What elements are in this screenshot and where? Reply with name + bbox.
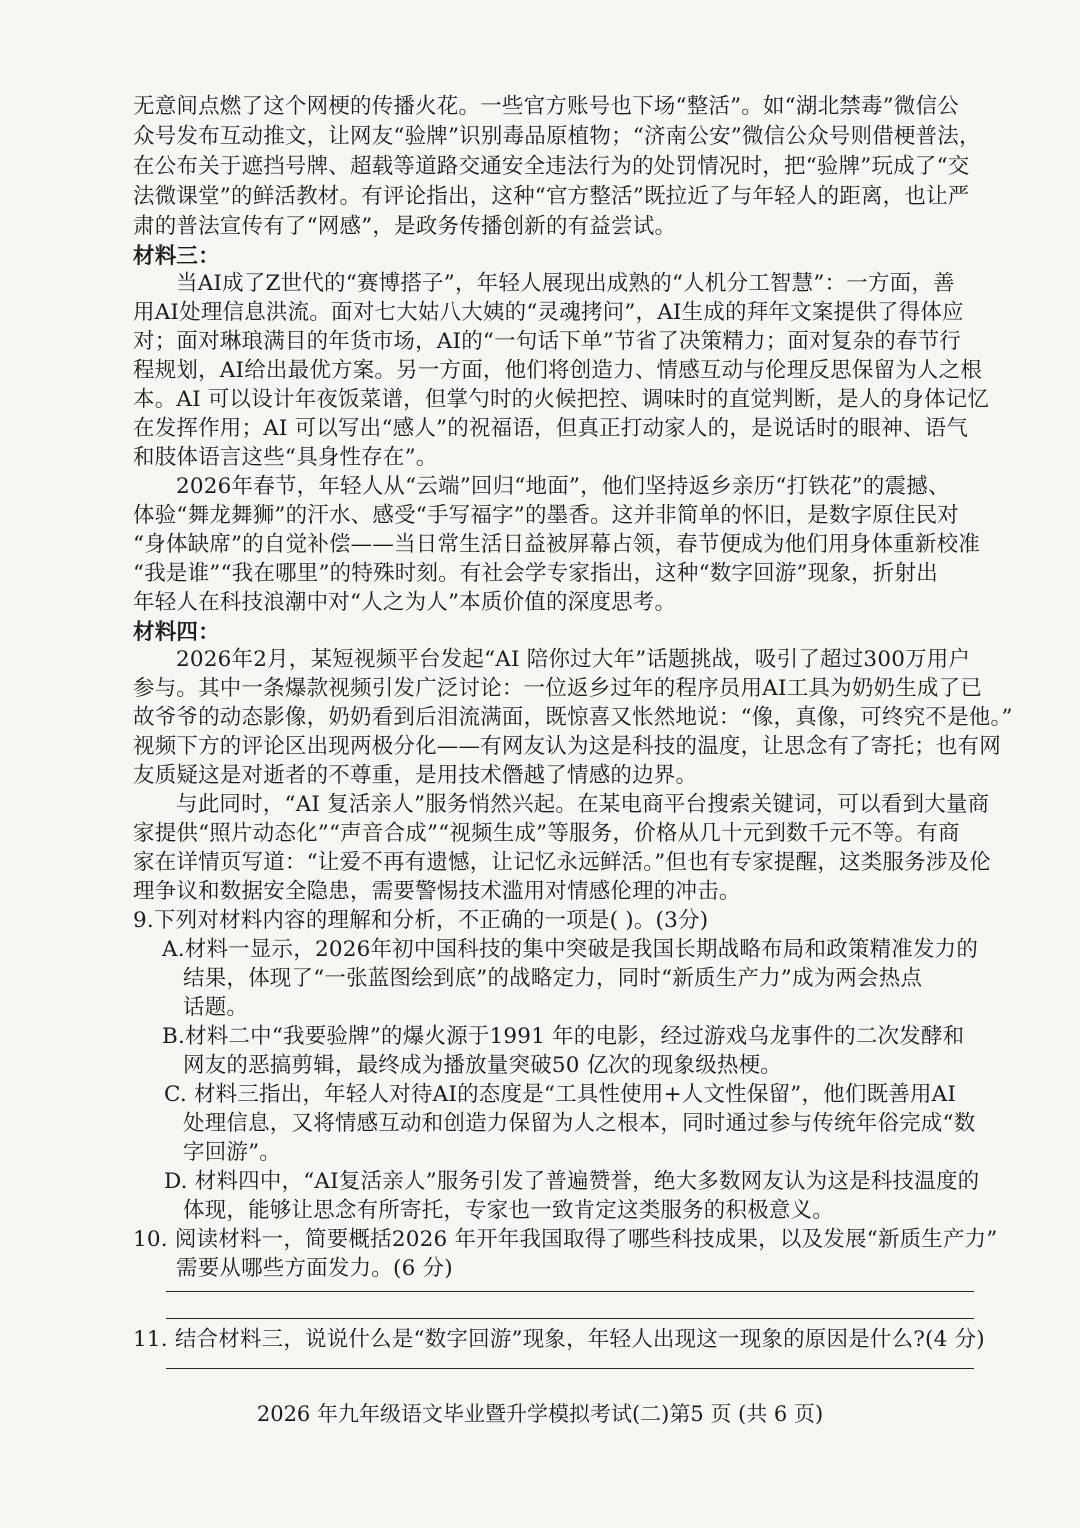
option-b-line: B.材料二中“我要验牌”的爆火源于1991 年的电影，经过游戏乌龙事件的二次发酵和 [162,1024,965,1049]
option-d-line: D. 材料四中，“AI复活亲人”服务引发了普遍赞誉，绝大多数网友认为这是科技温度的 [164,1169,980,1194]
answer-line[interactable] [166,1368,974,1369]
body-text-line: 视频下方的评论区出现两极分化——有网友认为这是科技的温度，让思念有了寄托；也有网 [133,734,1002,759]
question-10-stem: 需要从哪些方面发力。(6 分) [176,1256,453,1281]
question-11-stem: 11. 结合材料三，说说什么是“数字回游”现象，年轻人出现这一现象的原因是什么?(4 分) [133,1327,985,1352]
body-text-line: 在发挥作用；AI 可以写出“感人”的祝福语，但真正打动家人的，是说话时的眼神、语气 [133,416,969,441]
body-text-line: “我是谁”“我在哪里”的特殊时刻。有社会学专家指出，这种“数字回游”现象，折射出 [133,561,938,586]
option-c-line: 处理信息，又将情感互动和创造力保留为人之根本，同时通过参与传统年俗完成“数 [183,1111,976,1136]
body-text-line: 众号发布互动推文，让网友“验牌”识别毒品原植物；“济南公安”微信公众号则借梗普法， [133,124,981,149]
option-b-line: 网友的恶搞剪辑，最终成为播放量突破50 亿次的现象级热梗。 [183,1053,782,1078]
question-10-stem: 10. 阅读材料一，简要概括2026 年开年我国取得了哪些科技成果，以及发展“新质生产力” [133,1227,998,1252]
body-text-line: 友质疑这是对逝者的不尊重，是用技术僭越了情感的边界。 [133,763,698,788]
option-a-line: 话题。 [183,995,249,1020]
body-text-line: 年轻人在科技浪潮中对“人之为人”本质价值的深度思考。 [133,590,677,615]
body-text-line: 故爷爷的动态影像，奶奶看到后泪流满面，既惊喜又怅然地说：“像，真像，可终究不是他。” [133,705,1013,730]
body-text-line: 本。AI 可以设计年夜饭菜谱，但掌勺时的火候把控、调味时的直觉判断，是人的身体记忆 [133,387,990,412]
body-text-line: 肃的普法宣传有了“网感”，是政务传播创新的有益尝试。 [133,214,677,239]
body-text-line: 当AI成了Z世代的“赛博搭子”，年轻人展现出成熟的“人机分工智慧”：一方面，善 [176,271,955,296]
body-text-line: 2026年2月，某短视频平台发起“AI 陪你过大年”话题挑战，吸引了超过300万用户 [176,647,971,672]
body-text-line: 2026年春节，年轻人从“云端”回归“地面”，他们坚持返乡亲历“打铁花”的震撼、 [176,474,950,499]
body-text-line: 无意间点燃了这个网梗的传播火花。一些官方账号也下场“整活”。如“湖北禁毒”微信公 [133,94,959,119]
body-text-line: 家提供“照片动态化”“声音合成”“视频生成”等服务，价格从几十元到数千元不等。有商 [133,821,960,846]
body-text-line: 对；面对琳琅满目的年货市场，AI的“一句话下单”节省了决策精力；面对复杂的春节行 [133,329,962,354]
body-text-line: 与此同时，“AI 复活亲人”服务悄然兴起。在某电商平台搜索关键词，可以看到大量商 [176,792,990,817]
material-three-heading: 材料三： [133,244,220,269]
page-footer: 2026 年九年级语文毕业暨升学模拟考试(二)第5 页 (共 6 页) [256,1402,824,1426]
body-text-line: 家在详情页写道：“让爱不再有遗憾，让记忆永远鲜活。”但也有专家提醒，这类服务涉及伦 [133,850,991,875]
body-text-line: 程规划，AI给出最优方案。另一方面，他们将创造力、情感互动与伦理反思保留为人之根 [133,358,983,383]
body-text-line: 用AI处理信息洪流。面对七大姑八大姨的“灵魂拷问”，AI生成的拜年文案提供了得体应 [133,300,964,325]
answer-line[interactable] [166,1291,974,1292]
body-text-line: 在公布关于遮挡号牌、超载等道路交通安全违法行为的处罚情况时，把“验牌”玩成了“交 [133,154,970,179]
body-text-line: “身体缺席”的自觉补偿——当日常生活日益被屏幕占领，春节便成为他们用身体重新校准 [133,532,980,557]
option-c-line: 字回游”。 [183,1140,281,1165]
question-9-stem: 9.下列对材料内容的理解和分析，不正确的一项是( )。(3分) [133,908,709,933]
option-a-line: 结果，体现了“一张蓝图绘到底”的战略定力，同时“新质生产力”成为两会热点 [183,966,923,991]
body-text-line: 法微课堂”的鲜活教材。有评论指出，这种“官方整活”既拉近了与年轻人的距离，也让严 [133,184,970,209]
body-text-line: 和肢体语言这些“具身性存在”。 [133,445,438,470]
option-d-line: 体现，能够让思念有所寄托，专家也一致肯定这类服务的积极意义。 [183,1198,835,1223]
material-four-heading: 材料四： [133,620,220,645]
body-text-line: 参与。其中一条爆款视频引发广泛讨论：一位返乡过年的程序员用AI工具为奶奶生成了已 [133,676,983,701]
body-text-line: 理争议和数据安全隐患，需要警惕技术滥用对情感伦理的冲击。 [133,879,741,904]
option-a-line: A.材料一显示，2026年初中国科技的集中突破是我国长期战略布局和政策精准发力的 [162,937,979,962]
body-text-line: 体验“舞龙舞狮”的汗水、感受“手写福字”的墨香。这并非简单的怀旧，是数字原住民对 [133,503,959,528]
option-c-line: C. 材料三指出，年轻人对待AI的态度是“工具性使用+人文性保留”，他们既善用AI [164,1082,957,1107]
answer-line[interactable] [166,1318,974,1319]
